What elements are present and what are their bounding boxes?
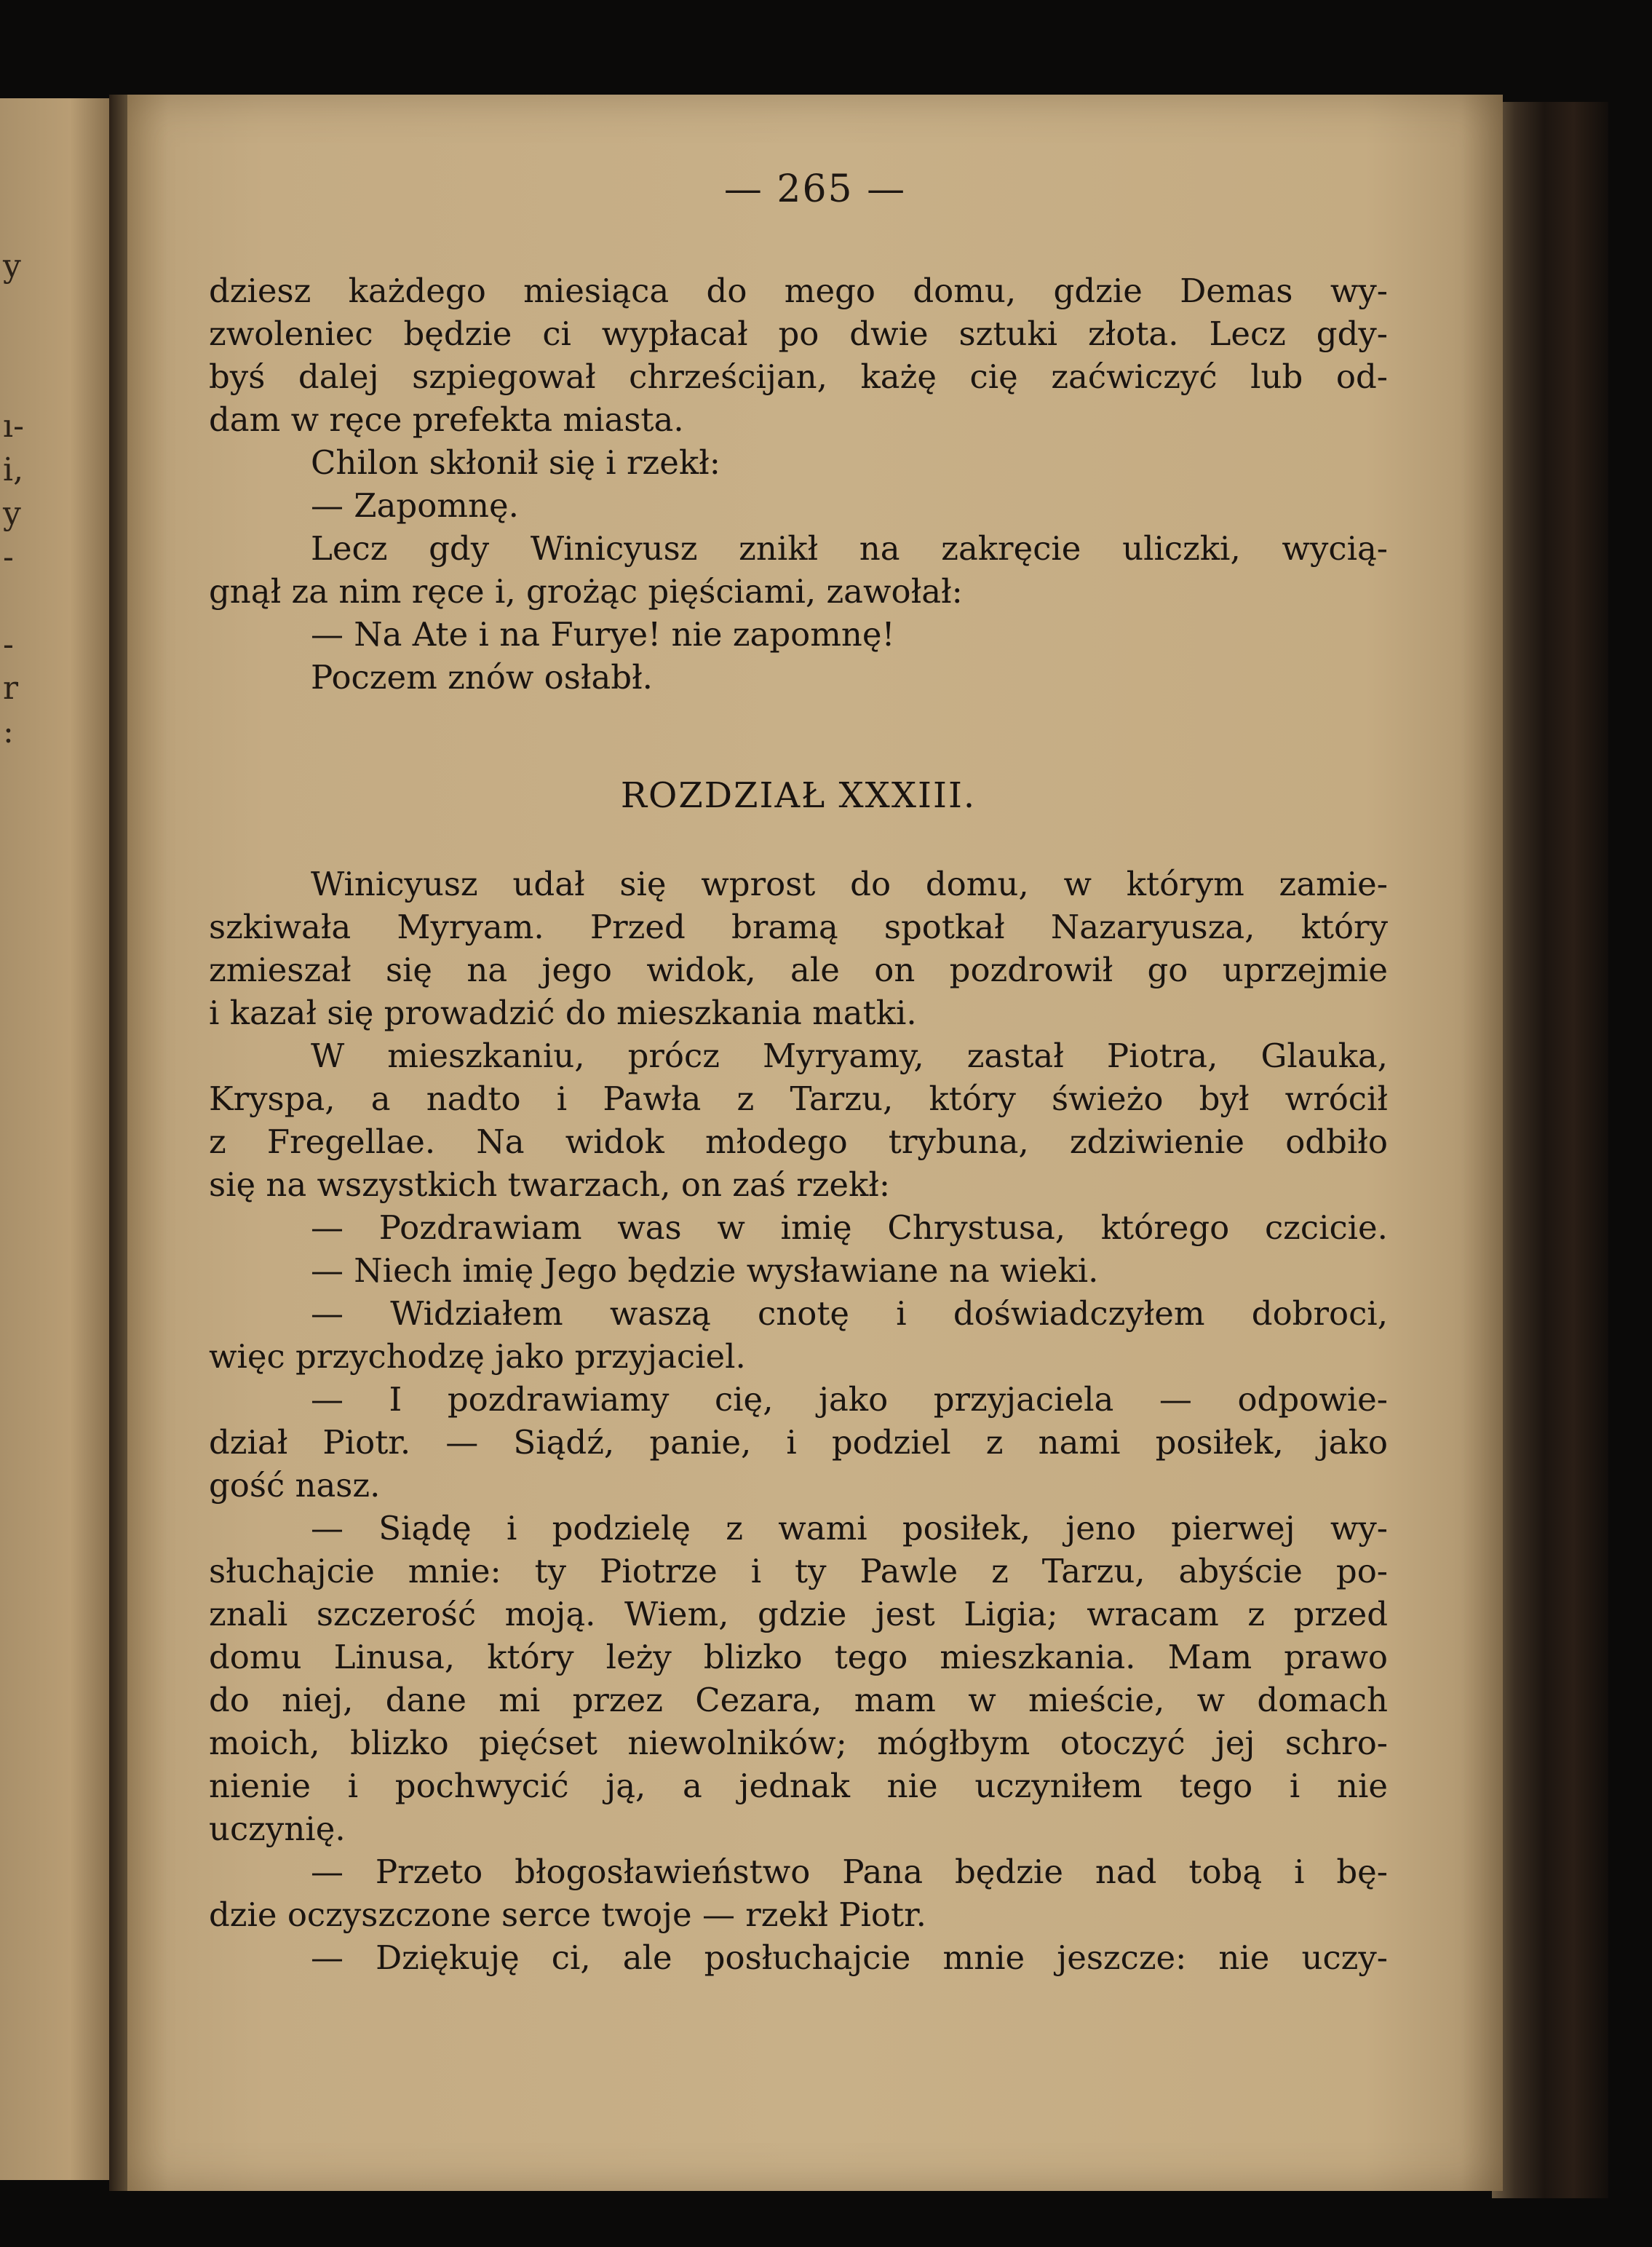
- text-line: słuchajcie mnie: ty Piotrze i ty Pawle z Tarzu, abyście po-: [209, 1552, 1388, 1590]
- text-line: — Na Ate i na Furye! nie zapomnę!: [311, 615, 895, 654]
- text-line: znali szczerość moją. Wiem, gdzie jest Ligia; wracam z przed: [209, 1595, 1388, 1633]
- text-line: domu Linusa, który leży blizko tego mieszkania. Mam prawo: [209, 1638, 1388, 1676]
- text-line: dam w ręce prefekta miasta.: [209, 400, 684, 439]
- text-line: się na wszystkich twarzach, on zaś rzekł:: [209, 1165, 891, 1204]
- text-line: nienie i pochwycić ją, a jednak nie uczyniłem tego i nie: [209, 1767, 1388, 1805]
- text-line: i kazał się prowadzić do mieszkania matki.: [209, 994, 917, 1032]
- left-page-fragment: y: [3, 247, 21, 285]
- text-line: — I pozdrawiamy cię, jako przyjaciela — odpowie-: [311, 1380, 1388, 1419]
- page-text: [209, 269, 1388, 1979]
- book-cover-edge: [1492, 102, 1608, 2198]
- text-line: Chilon skłonił się i rzekł:: [311, 443, 720, 482]
- text-line: uczynię.: [209, 1810, 346, 1848]
- text-line: gnął za nim ręce i, grożąc pięściami, zawołał:: [209, 572, 963, 611]
- text-line: — Dziękuję ci, ale posłuchajcie mnie jeszcze: nie uczy-: [311, 1938, 1388, 1977]
- left-page-fragment: y: [3, 495, 21, 532]
- text-line: do niej, dane mi przez Cezara, mam w mieście, w domach: [209, 1681, 1388, 1719]
- text-line: Poczem znów osłabł.: [311, 658, 653, 697]
- left-page-fragment: r: [3, 670, 19, 707]
- text-line: Lecz gdy Winicyusz znikł na zakręcie uliczki, wycią-: [311, 529, 1388, 568]
- left-page-fragment: i,: [3, 451, 24, 488]
- text-line: — Widziałem waszą cnotę i doświadczyłem dobroci,: [311, 1294, 1388, 1333]
- text-line: zmieszał się na jego widok, ale on pozdrowił go uprzejmie: [209, 951, 1388, 989]
- text-before-heading: [209, 269, 1388, 699]
- left-page-fragment: -: [3, 539, 14, 576]
- text-line: zwoleniec będzie ci wypłacał po dwie sztuki złota. Lecz gdy-: [209, 314, 1388, 353]
- left-page-fragment: ı-: [3, 408, 24, 445]
- text-line: — Siądę i podzielę z wami posiłek, jeno pierwej wy-: [311, 1509, 1388, 1547]
- text-after-heading: [209, 863, 1388, 1979]
- chapter-heading: ROZDZIAŁ XXXIII.: [620, 775, 977, 816]
- text-line: — Pozdrawiam was w imię Chrystusa, którego czcicie.: [311, 1208, 1388, 1247]
- text-line: W mieszkaniu, prócz Myryamy, zastał Piotra, Glauka,: [311, 1037, 1388, 1075]
- left-page-fragment: :: [3, 713, 14, 750]
- page-number: — 265 —: [723, 167, 907, 211]
- text-line: dzie oczyszczone serce twoje — rzekł Piotr.: [209, 1895, 926, 1934]
- text-line: — Zapomnę.: [311, 486, 519, 525]
- text-line: szkiwała Myryam. Przed bramą spotkał Nazaryusza, który: [209, 908, 1388, 946]
- text-line: byś dalej szpiegował chrześcijan, każę cię zaćwiczyć lub od-: [209, 357, 1388, 396]
- text-line: więc przychodzę jako przyjaciel.: [209, 1337, 746, 1376]
- text-line: Kryspa, a nadto i Pawła z Tarzu, który świeżo był wrócił: [209, 1079, 1388, 1118]
- text-line: moich, blizko pięćset niewolników; mógłbym otoczyć jej schro-: [209, 1724, 1388, 1762]
- text-line: dziesz każdego miesiąca do mego domu, gdzie Demas wy-: [209, 272, 1388, 310]
- book-page: [127, 95, 1503, 2191]
- text-line: Winicyusz udał się wprost do domu, w którym zamie-: [311, 865, 1388, 903]
- text-line: — Przeto błogosławieństwo Pana będzie nad tobą i bę-: [311, 1852, 1388, 1891]
- text-line: gość nasz.: [209, 1466, 381, 1505]
- text-line: dział Piotr. — Siądź, panie, i podziel z nami posiłek, jako: [209, 1423, 1388, 1462]
- left-page-fragment: -: [3, 626, 14, 663]
- text-line: z Fregellae. Na widok młodego trybuna, zdziwienie odbiło: [209, 1122, 1388, 1161]
- text-line: — Niech imię Jego będzie wysławiane na wieki.: [311, 1251, 1099, 1290]
